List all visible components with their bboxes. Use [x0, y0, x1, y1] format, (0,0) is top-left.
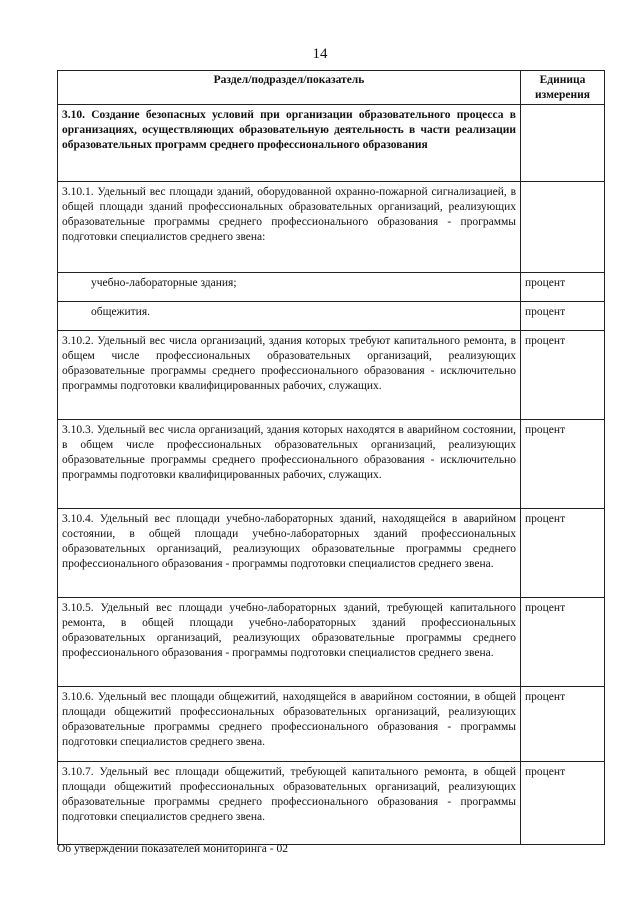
indicator-3-10-2: 3.10.2. Удельный вес числа организаций, здания которых требуют капитального ремонта, в общем числе профессиональных образовательных организаций, реализующих образовательные программы среднего профессионального образования - исключительно программы подготовки квалифицированных рабочих, служащих. — [58, 331, 521, 420]
table-row — [58, 302, 605, 331]
document-footer: Об утверждении показателей мониторинга - 02 — [57, 843, 288, 855]
indicator-3-10-7: 3.10.7. Удельный вес площади общежитий, требующей капитального ремонта, в общей площади общежитий профессиональных образовательных организаций, реализующих образовательные программы среднего профессионального образования - программы подготовки специалистов среднего звена. — [58, 762, 521, 845]
table-row — [58, 762, 605, 845]
indicator-3-10-6: 3.10.6. Удельный вес площади общежитий, находящейся в аварийном состоянии, в общей площади общежитий профессиональных образовательных организаций, реализующих образовательные программы среднего профессионального образования - программы подготовки специалистов среднего звена. — [58, 687, 521, 762]
table-header-row — [58, 71, 605, 105]
unit-cell: процент — [521, 687, 605, 762]
indicator-3-10-1: 3.10.1. Удельный вес площади зданий, оборудованной охранно-пожарной сигнализацией, в общей площади зданий профессиональных образовательных организаций, реализующих образовательные программы среднего профессионального образования - программы подготовки специалистов среднего звена: — [58, 182, 521, 273]
unit-cell: процент — [521, 302, 605, 331]
table-row — [58, 509, 605, 598]
unit-cell — [521, 182, 605, 273]
indicators-table — [57, 70, 605, 845]
unit-cell: процент — [521, 509, 605, 598]
indicator-3-10-5: 3.10.5. Удельный вес площади учебно-лабораторных зданий, требующей капитального ремонта, в общей площади учебно-лабораторных зданий профессиональных образовательных организаций, реализующих образовательные программы среднего профессионального образования - программы подготовки специалистов среднего звена. — [58, 598, 521, 687]
table-row — [58, 687, 605, 762]
unit-cell: процент — [521, 331, 605, 420]
table-row — [58, 182, 605, 273]
unit-cell: процент — [521, 420, 605, 509]
table-row — [58, 331, 605, 420]
table-row — [58, 105, 605, 182]
unit-cell: процент — [521, 273, 605, 302]
indicator-3-10-4: 3.10.4. Удельный вес площади учебно-лабораторных зданий, находящейся в аварийном состоянии, в общей площади учебно-лабораторных зданий профессиональных образовательных организаций, реализующих образовательные программы среднего профессионального образования - программы подготовки специалистов среднего звена. — [58, 509, 521, 598]
table-row — [58, 273, 605, 302]
indicator-3-10-1-dormitories: общежития. — [58, 302, 521, 331]
unit-cell: процент — [521, 598, 605, 687]
table-row — [58, 598, 605, 687]
header-indicator: Раздел/подраздел/показатель — [58, 71, 521, 105]
unit-cell — [521, 105, 605, 182]
table-row — [58, 420, 605, 509]
header-unit: Единица измерения — [521, 71, 605, 105]
unit-cell: процент — [521, 762, 605, 845]
section-title-3-10: 3.10. Создание безопасных условий при организации образовательного процесса в организациях, осуществляющих образовательную деятельность в части реализации образовательных программ среднего профессионального образования — [58, 105, 521, 182]
indicator-3-10-1-buildings: учебно-лабораторные здания; — [58, 273, 521, 302]
indicator-3-10-3: 3.10.3. Удельный вес числа организаций, здания которых находятся в аварийном состоянии, в общем числе профессиональных образовательных организаций, реализующих образовательные программы среднего профессионального образования - исключительно программы подготовки квалифицированных рабочих, служащих. — [58, 420, 521, 509]
page-number: 14 — [312, 46, 328, 62]
